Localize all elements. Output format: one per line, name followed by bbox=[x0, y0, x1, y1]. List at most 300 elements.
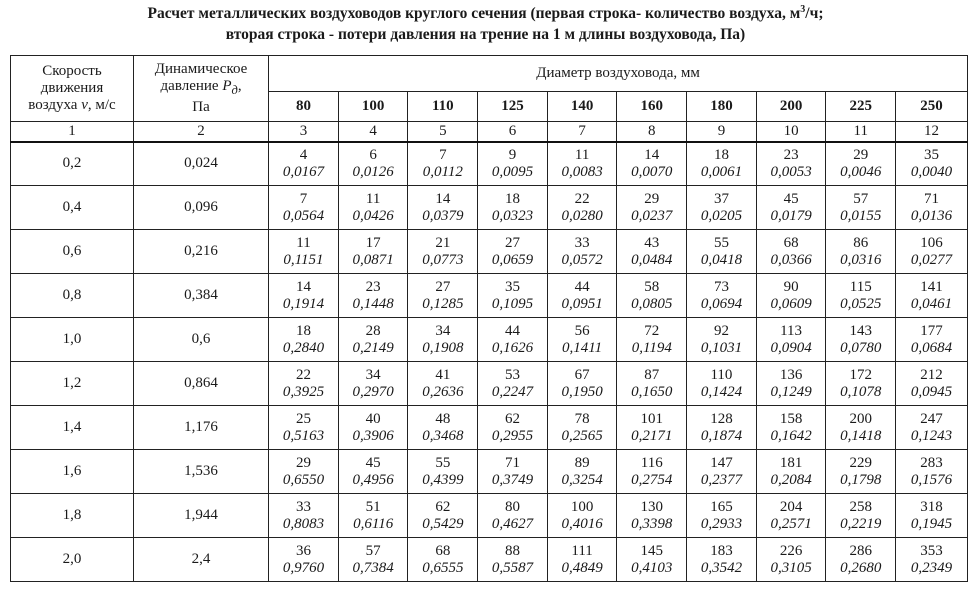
air-volume-value: 212 bbox=[920, 366, 943, 383]
air-volume-value: 25 bbox=[296, 410, 311, 427]
speed-cell: 0,8 bbox=[11, 274, 134, 318]
dynamic-pressure-cell: 0,384 bbox=[133, 274, 268, 318]
pressure-loss-value: 0,1576 bbox=[910, 471, 953, 488]
air-volume-value: 45 bbox=[365, 454, 381, 471]
pressure-loss-value: 0,4849 bbox=[561, 559, 603, 576]
pressure-loss-value: 0,3925 bbox=[282, 383, 325, 400]
speed-cell: 0,2 bbox=[11, 142, 134, 186]
dynamic-pressure-header bbox=[133, 56, 268, 122]
pressure-loss-value: 0,2680 bbox=[840, 559, 882, 576]
pressure-loss-value: 0,2970 bbox=[352, 383, 394, 400]
value-cell bbox=[617, 186, 687, 230]
air-volume-value: 33 bbox=[296, 498, 311, 515]
value-cell bbox=[617, 142, 687, 186]
air-volume-value: 41 bbox=[435, 366, 451, 383]
diameter-cell: 80 bbox=[269, 92, 339, 122]
value-cell bbox=[408, 318, 478, 362]
pressure-loss-value: 0,1151 bbox=[283, 251, 324, 268]
pressure-loss-value: 0,0155 bbox=[840, 207, 882, 224]
pressure-loss-value: 0,5429 bbox=[422, 515, 464, 532]
value-cell bbox=[896, 538, 968, 582]
pressure-loss-value: 0,6116 bbox=[353, 515, 394, 532]
pressure-loss-value: 0,2084 bbox=[770, 471, 812, 488]
value-cell bbox=[547, 538, 617, 582]
pressure-loss-value: 0,1424 bbox=[700, 383, 743, 400]
pressure-loss-value: 0,3468 bbox=[422, 427, 464, 444]
speed-cell: 0,4 bbox=[11, 186, 134, 230]
air-volume-value: 165 bbox=[710, 498, 733, 515]
air-volume-value: 72 bbox=[644, 322, 660, 339]
title-line-2: вторая строка - потери давления на трение на 1 м длины воздуховода, Па) bbox=[225, 26, 746, 43]
pressure-loss-value: 0,2933 bbox=[700, 515, 743, 532]
pressure-loss-value: 0,1194 bbox=[631, 339, 672, 356]
value-cell bbox=[617, 318, 687, 362]
dynamic-pressure-cell: 2,4 bbox=[133, 538, 268, 582]
speed-cell: 1,4 bbox=[11, 406, 134, 450]
air-volume-value: 11 bbox=[365, 190, 381, 207]
value-cell bbox=[756, 230, 826, 274]
value-cell bbox=[478, 406, 548, 450]
value-cell bbox=[547, 274, 617, 318]
value-cell bbox=[478, 450, 548, 494]
pressure-loss-value: 0,0126 bbox=[352, 163, 394, 180]
value-cell bbox=[687, 186, 757, 230]
air-volume-value: 14 bbox=[644, 146, 660, 163]
air-volume-value: 80 bbox=[504, 498, 520, 515]
value-cell bbox=[756, 186, 826, 230]
title-line-1-tail: /ч; bbox=[805, 5, 824, 22]
value-cell bbox=[547, 186, 617, 230]
diameter-cell: 100 bbox=[338, 92, 408, 122]
air-volume-value: 56 bbox=[574, 322, 590, 339]
air-volume-value: 36 bbox=[296, 542, 311, 559]
air-volume-value: 27 bbox=[435, 278, 451, 295]
table-title bbox=[0, 3, 971, 45]
value-cell bbox=[269, 274, 339, 318]
air-volume-value: 7 bbox=[439, 146, 447, 163]
column-number: 1 bbox=[11, 122, 134, 142]
pressure-loss-value: 0,0366 bbox=[770, 251, 812, 268]
pressure-loss-value: 0,0237 bbox=[631, 207, 673, 224]
diameter-cell: 110 bbox=[408, 92, 478, 122]
value-cell bbox=[826, 274, 896, 318]
pressure-loss-value: 0,0061 bbox=[700, 163, 743, 180]
value-cell bbox=[478, 362, 548, 406]
air-volume-value: 145 bbox=[640, 542, 664, 559]
air-volume-value: 7 bbox=[299, 190, 308, 207]
value-cell bbox=[896, 450, 968, 494]
pressure-loss-value: 0,1626 bbox=[491, 339, 534, 356]
air-volume-value: 73 bbox=[713, 278, 729, 295]
air-volume-value: 68 bbox=[783, 234, 799, 251]
table-row bbox=[11, 538, 968, 582]
air-volume-value: 22 bbox=[296, 366, 311, 383]
value-cell bbox=[269, 538, 339, 582]
value-cell bbox=[756, 406, 826, 450]
pressure-loss-value: 0,9760 bbox=[282, 559, 325, 576]
value-cell bbox=[687, 450, 757, 494]
speed-header-line2: движения bbox=[40, 80, 104, 96]
pressure-loss-value: 0,3398 bbox=[631, 515, 673, 532]
pressure-loss-value: 0,0426 bbox=[352, 207, 394, 224]
air-volume-value: 11 bbox=[574, 146, 590, 163]
value-cell bbox=[896, 230, 968, 274]
speed-variable: v bbox=[81, 97, 88, 113]
value-cell bbox=[687, 406, 757, 450]
air-volume-value: 14 bbox=[296, 278, 311, 295]
air-volume-value: 33 bbox=[574, 234, 590, 251]
value-cell bbox=[338, 142, 408, 186]
dynamic-pressure-cell: 0,6 bbox=[133, 318, 268, 362]
air-volume-value: 106 bbox=[920, 234, 943, 251]
pressure-loss-value: 0,1914 bbox=[282, 295, 325, 312]
value-cell bbox=[338, 186, 408, 230]
air-volume-value: 113 bbox=[780, 322, 803, 339]
table-row bbox=[11, 142, 968, 186]
value-cell bbox=[617, 538, 687, 582]
column-number: 7 bbox=[547, 122, 617, 142]
air-volume-value: 86 bbox=[853, 234, 869, 251]
pressure-loss-value: 0,0280 bbox=[561, 207, 603, 224]
air-volume-value: 88 bbox=[504, 542, 520, 559]
air-volume-value: 40 bbox=[365, 410, 381, 427]
air-volume-value: 29 bbox=[644, 190, 660, 207]
air-volume-value: 318 bbox=[920, 498, 943, 515]
air-volume-value: 34 bbox=[365, 366, 381, 383]
value-cell bbox=[826, 450, 896, 494]
pressure-loss-value: 0,0951 bbox=[561, 295, 603, 312]
value-cell bbox=[269, 230, 339, 274]
value-cell bbox=[687, 230, 757, 274]
pressure-loss-value: 0,0179 bbox=[770, 207, 812, 224]
speed-cell: 1,2 bbox=[11, 362, 134, 406]
pressure-loss-value: 0,4399 bbox=[422, 471, 464, 488]
speed-cell: 1,6 bbox=[11, 450, 134, 494]
title-line-1-text: Расчет металлических воздуховодов круглого сечения (первая строка- количество воздуха, м bbox=[147, 5, 801, 22]
air-volume-value: 247 bbox=[920, 410, 943, 427]
pressure-loss-value: 0,1642 bbox=[770, 427, 812, 444]
value-cell bbox=[687, 538, 757, 582]
air-volume-value: 200 bbox=[849, 410, 872, 427]
air-volume-value: 353 bbox=[920, 542, 943, 559]
dyn-header-line2: давление bbox=[160, 78, 223, 94]
column-number: 11 bbox=[826, 122, 896, 142]
value-cell bbox=[408, 230, 478, 274]
dyn-subscript: д bbox=[231, 83, 238, 97]
table-row bbox=[11, 406, 968, 450]
pressure-loss-value: 0,5163 bbox=[282, 427, 325, 444]
value-cell bbox=[756, 362, 826, 406]
pressure-loss-value: 0,2349 bbox=[910, 559, 953, 576]
value-cell bbox=[756, 274, 826, 318]
header-row-1 bbox=[11, 56, 968, 92]
air-volume-value: 23 bbox=[783, 146, 799, 163]
air-volume-value: 92 bbox=[713, 322, 729, 339]
air-volume-value: 181 bbox=[779, 454, 803, 471]
air-volume-value: 183 bbox=[710, 542, 733, 559]
value-cell bbox=[408, 274, 478, 318]
air-volume-value: 6 bbox=[369, 146, 377, 163]
dynamic-pressure-cell: 1,176 bbox=[133, 406, 268, 450]
value-cell bbox=[687, 494, 757, 538]
value-cell bbox=[547, 494, 617, 538]
value-cell bbox=[338, 362, 408, 406]
value-cell bbox=[826, 186, 896, 230]
column-number-row bbox=[11, 122, 968, 142]
pressure-loss-value: 0,6550 bbox=[282, 471, 325, 488]
air-volume-value: 130 bbox=[640, 498, 664, 515]
value-cell bbox=[338, 274, 408, 318]
pressure-loss-value: 0,1285 bbox=[422, 295, 464, 312]
pressure-loss-value: 0,3906 bbox=[352, 427, 394, 444]
air-volume-value: 29 bbox=[296, 454, 311, 471]
air-volume-value: 28 bbox=[365, 322, 381, 339]
pressure-loss-value: 0,1874 bbox=[700, 427, 743, 444]
value-cell bbox=[408, 142, 478, 186]
pressure-loss-value: 0,3542 bbox=[700, 559, 743, 576]
value-cell bbox=[338, 318, 408, 362]
table-row bbox=[11, 274, 968, 318]
value-cell bbox=[547, 318, 617, 362]
air-volume-value: 55 bbox=[713, 234, 729, 251]
column-number: 2 bbox=[133, 122, 268, 142]
air-duct-table bbox=[10, 55, 968, 582]
diameter-cell: 160 bbox=[617, 92, 687, 122]
air-volume-value: 9 bbox=[508, 146, 517, 163]
table-body bbox=[11, 142, 968, 582]
speed-header-line3: воздуха bbox=[28, 97, 82, 113]
air-volume-value: 37 bbox=[713, 190, 729, 207]
value-cell bbox=[408, 494, 478, 538]
pressure-loss-value: 0,5587 bbox=[491, 559, 534, 576]
pressure-loss-value: 0,0167 bbox=[282, 163, 325, 180]
value-cell bbox=[478, 142, 548, 186]
value-cell bbox=[617, 230, 687, 274]
air-volume-value: 68 bbox=[435, 542, 451, 559]
air-volume-value: 57 bbox=[853, 190, 869, 207]
pressure-loss-value: 0,0277 bbox=[910, 251, 953, 268]
value-cell bbox=[547, 142, 617, 186]
pressure-loss-value: 0,0136 bbox=[910, 207, 953, 224]
pressure-loss-value: 0,1950 bbox=[561, 383, 603, 400]
value-cell bbox=[617, 406, 687, 450]
air-volume-value: 58 bbox=[644, 278, 660, 295]
table-row bbox=[11, 186, 968, 230]
air-volume-value: 115 bbox=[849, 278, 872, 295]
air-volume-value: 147 bbox=[710, 454, 733, 471]
pressure-loss-value: 0,0070 bbox=[631, 163, 673, 180]
value-cell bbox=[687, 274, 757, 318]
pressure-loss-value: 0,1650 bbox=[631, 383, 673, 400]
pressure-loss-value: 0,2565 bbox=[561, 427, 603, 444]
air-volume-value: 258 bbox=[849, 498, 872, 515]
value-cell bbox=[896, 142, 968, 186]
air-volume-value: 44 bbox=[504, 322, 520, 339]
air-volume-value: 35 bbox=[504, 278, 520, 295]
pressure-loss-value: 0,2754 bbox=[631, 471, 673, 488]
pressure-loss-value: 0,3749 bbox=[491, 471, 534, 488]
title-superscript: 3 bbox=[800, 3, 806, 15]
pressure-loss-value: 0,1411 bbox=[562, 339, 603, 356]
air-volume-value: 34 bbox=[435, 322, 451, 339]
pressure-loss-value: 0,1798 bbox=[840, 471, 882, 488]
value-cell bbox=[338, 450, 408, 494]
air-volume-value: 22 bbox=[574, 190, 590, 207]
pressure-loss-value: 0,0040 bbox=[910, 163, 953, 180]
value-cell bbox=[826, 142, 896, 186]
value-cell bbox=[896, 406, 968, 450]
value-cell bbox=[756, 450, 826, 494]
pressure-loss-value: 0,0461 bbox=[910, 295, 953, 312]
value-cell bbox=[408, 362, 478, 406]
dynamic-pressure-cell: 0,216 bbox=[133, 230, 268, 274]
air-volume-value: 67 bbox=[574, 366, 590, 383]
column-number: 12 bbox=[896, 122, 968, 142]
air-volume-value: 62 bbox=[504, 410, 520, 427]
pressure-loss-value: 0,0694 bbox=[700, 295, 743, 312]
pressure-loss-value: 0,1418 bbox=[840, 427, 882, 444]
value-cell bbox=[617, 450, 687, 494]
value-cell bbox=[269, 450, 339, 494]
pressure-loss-value: 0,0904 bbox=[770, 339, 812, 356]
diameter-cell: 180 bbox=[687, 92, 757, 122]
value-cell bbox=[478, 318, 548, 362]
pressure-loss-value: 0,0484 bbox=[631, 251, 673, 268]
pressure-loss-value: 0,0205 bbox=[700, 207, 743, 224]
pressure-loss-value: 0,8083 bbox=[282, 515, 325, 532]
air-volume-value: 27 bbox=[504, 234, 520, 251]
value-cell bbox=[687, 318, 757, 362]
pressure-loss-value: 0,0323 bbox=[491, 207, 534, 224]
air-volume-value: 11 bbox=[296, 234, 311, 251]
pressure-loss-value: 0,2377 bbox=[700, 471, 743, 488]
pressure-loss-value: 0,3254 bbox=[561, 471, 603, 488]
pressure-loss-value: 0,0945 bbox=[910, 383, 953, 400]
value-cell bbox=[687, 142, 757, 186]
air-volume-value: 18 bbox=[296, 322, 311, 339]
air-volume-value: 177 bbox=[920, 322, 943, 339]
value-cell bbox=[547, 450, 617, 494]
speed-cell: 2,0 bbox=[11, 538, 134, 582]
value-cell bbox=[547, 406, 617, 450]
air-volume-value: 55 bbox=[435, 454, 451, 471]
pressure-loss-value: 0,0316 bbox=[840, 251, 882, 268]
column-number: 3 bbox=[269, 122, 339, 142]
pressure-loss-value: 0,0564 bbox=[282, 207, 325, 224]
air-volume-value: 35 bbox=[924, 146, 940, 163]
pressure-loss-value: 0,0525 bbox=[840, 295, 882, 312]
column-number: 9 bbox=[687, 122, 757, 142]
air-volume-value: 4 bbox=[299, 146, 308, 163]
pressure-loss-value: 0,1078 bbox=[840, 383, 882, 400]
air-volume-value: 101 bbox=[640, 410, 664, 427]
pressure-loss-value: 0,2219 bbox=[840, 515, 882, 532]
pressure-loss-value: 0,2247 bbox=[491, 383, 534, 400]
air-volume-value: 204 bbox=[779, 498, 803, 515]
speed-cell: 1,8 bbox=[11, 494, 134, 538]
diameter-cell: 250 bbox=[896, 92, 968, 122]
value-cell bbox=[478, 494, 548, 538]
dynamic-pressure-cell: 1,944 bbox=[133, 494, 268, 538]
pressure-loss-value: 0,4627 bbox=[491, 515, 534, 532]
value-cell bbox=[408, 406, 478, 450]
pressure-loss-value: 0,0780 bbox=[840, 339, 882, 356]
value-cell bbox=[269, 186, 339, 230]
value-cell bbox=[269, 494, 339, 538]
pressure-loss-value: 0,2840 bbox=[282, 339, 325, 356]
pressure-loss-value: 0,0659 bbox=[491, 251, 534, 268]
pressure-loss-value: 0,1945 bbox=[910, 515, 953, 532]
pressure-loss-value: 0,0572 bbox=[561, 251, 603, 268]
air-volume-value: 87 bbox=[644, 366, 660, 383]
title-line-1 bbox=[0, 3, 971, 24]
pressure-loss-value: 0,1249 bbox=[770, 383, 812, 400]
diameter-header: Диаметр воздуховода, мм bbox=[269, 56, 968, 92]
dyn-header-unit: Па bbox=[192, 99, 210, 115]
table-row bbox=[11, 450, 968, 494]
column-number: 4 bbox=[338, 122, 408, 142]
air-volume-value: 57 bbox=[365, 542, 381, 559]
speed-cell: 1,0 bbox=[11, 318, 134, 362]
pressure-loss-value: 0,0053 bbox=[770, 163, 812, 180]
pressure-loss-value: 0,0112 bbox=[422, 163, 463, 180]
value-cell bbox=[408, 186, 478, 230]
value-cell bbox=[338, 230, 408, 274]
value-cell bbox=[826, 362, 896, 406]
pressure-loss-value: 0,0609 bbox=[770, 295, 812, 312]
table-row bbox=[11, 362, 968, 406]
pressure-loss-value: 0,0046 bbox=[840, 163, 882, 180]
pressure-loss-value: 0,2955 bbox=[491, 427, 534, 444]
air-volume-value: 136 bbox=[779, 366, 803, 383]
table-row bbox=[11, 494, 968, 538]
diameter-cell: 140 bbox=[547, 92, 617, 122]
air-volume-value: 116 bbox=[640, 454, 663, 471]
pressure-loss-value: 0,0684 bbox=[910, 339, 953, 356]
pressure-loss-value: 0,7384 bbox=[352, 559, 394, 576]
pressure-loss-value: 0,4956 bbox=[352, 471, 394, 488]
air-volume-value: 18 bbox=[713, 146, 729, 163]
table-row bbox=[11, 318, 968, 362]
air-volume-value: 71 bbox=[504, 454, 520, 471]
value-cell bbox=[478, 230, 548, 274]
value-cell bbox=[756, 318, 826, 362]
speed-header-line1: Скорость bbox=[42, 63, 102, 79]
value-cell bbox=[617, 362, 687, 406]
value-cell bbox=[896, 318, 968, 362]
value-cell bbox=[478, 538, 548, 582]
value-cell bbox=[756, 538, 826, 582]
value-cell bbox=[896, 186, 968, 230]
column-number: 6 bbox=[478, 122, 548, 142]
air-volume-value: 143 bbox=[849, 322, 872, 339]
air-volume-value: 89 bbox=[574, 454, 590, 471]
air-volume-value: 172 bbox=[849, 366, 872, 383]
pressure-loss-value: 0,3105 bbox=[770, 559, 812, 576]
value-cell bbox=[478, 186, 548, 230]
value-cell bbox=[269, 142, 339, 186]
air-volume-value: 21 bbox=[435, 234, 451, 251]
air-volume-value: 71 bbox=[924, 190, 940, 207]
value-cell bbox=[826, 494, 896, 538]
dyn-header-comma: , bbox=[237, 78, 242, 94]
pressure-loss-value: 0,0379 bbox=[422, 207, 464, 224]
pressure-loss-value: 0,4016 bbox=[561, 515, 603, 532]
air-volume-value: 128 bbox=[710, 410, 733, 427]
column-number: 8 bbox=[617, 122, 687, 142]
value-cell bbox=[687, 362, 757, 406]
pressure-loss-value: 0,1448 bbox=[352, 295, 394, 312]
